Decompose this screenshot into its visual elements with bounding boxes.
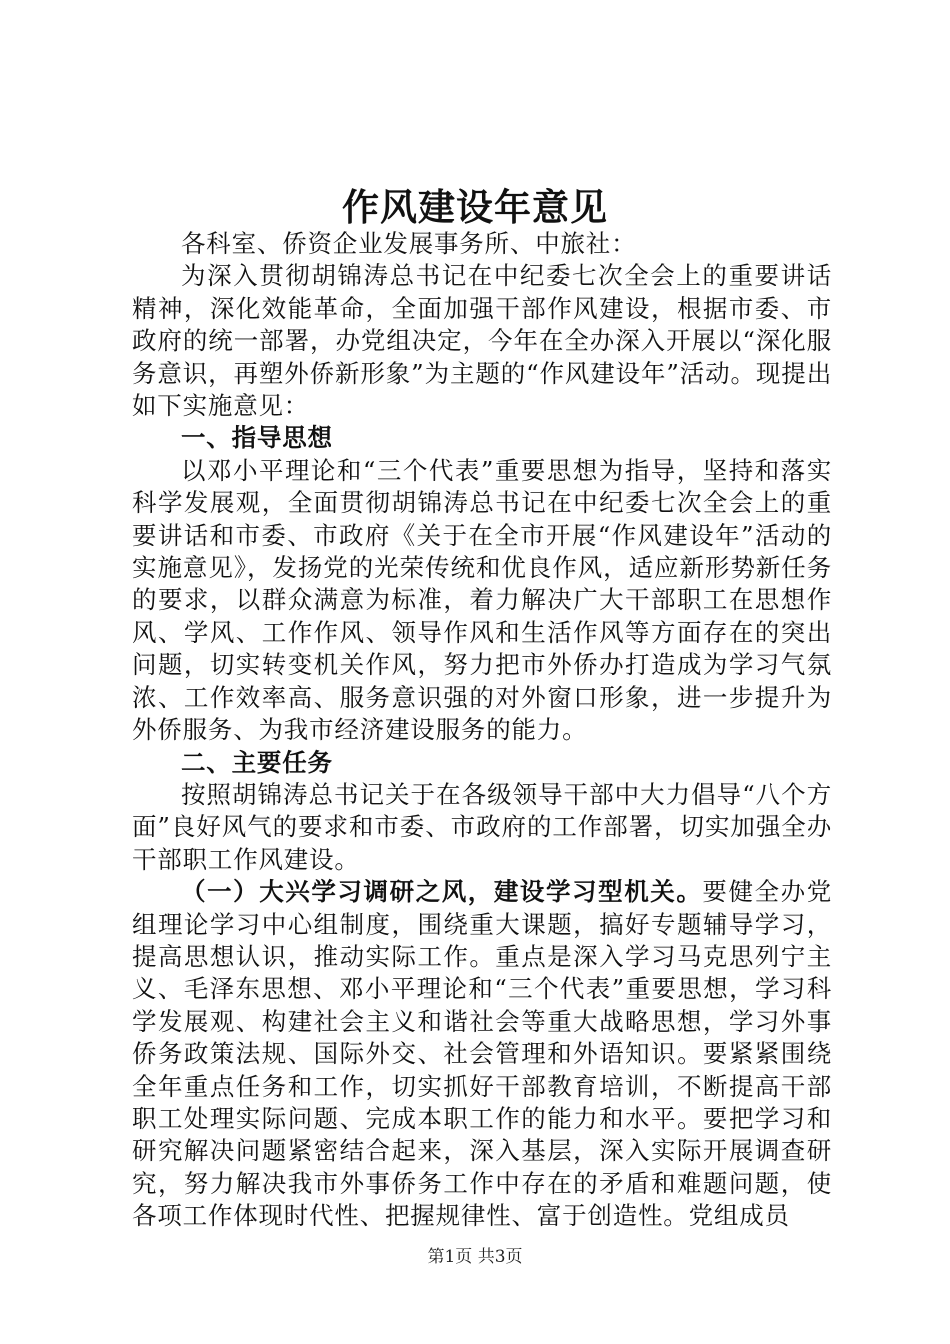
page-footer [0, 1246, 950, 1268]
document-title: 作风建设年意见 [342, 186, 608, 229]
section-paragraph-main-tasks: 按照胡锦涛总书记关于在各级领导干部中大力倡导“八个方面”良好风气的要求和市委、市政府的工作部署，切实加强全办干部职工作风建设。 [132, 779, 832, 874]
task-item-1-text: 要健全办党组理论学习中心组制度，围绕重大课题，搞好专题辅导学习，提高思想认识，推动实际工作。重点是深入学习马克思列宁主义、毛泽东思想、邓小平理论和“三个代表”重要思想，学习科学发展观、构建社会主义和谐社会等重大战略思想，学习外事侨务政策法规、国际外交、社会管理和外语知识。要紧紧围绕全年重点任务和工作，切实抓好干部教育培训，不断提高干部职工处理实际问题、完成本职工作的能力和水平。要把学习和研究解决问题紧密结合起来，深入基层，深入实际开展调查研究，努力解决我市外事侨务工作中存在的矛盾和难题问题，使各项工作体现时代性、把握规律性、富于创造性。党组成员 [132, 877, 833, 1231]
page-number: 第1页 共3页 [427, 1247, 523, 1267]
intro-paragraph: 为深入贯彻胡锦涛总书记在中纪委七次全会上的重要讲话精神，深化效能革命，全面加强干部作风建设，根据市委、市政府的统一部署，办党组决定，今年在全办深入开展以“深化服务意识，再塑外侨新形象”为主题的“作风建设年”活动。现提出如下实施意见： [132, 261, 832, 421]
section-paragraph-guiding-thought: 以邓小平理论和“三个代表”重要思想为指导，坚持和落实科学发展观，全面贯彻胡锦涛总书记在中纪委七次全会上的重要讲话和市委、市政府《关于在全市开展“作风建设年”活动的实施意见》，发扬党的光荣传统和优良作风，适应新形势新任务的要求，以群众满意为标准，着力解决广大干部职工在思想作风、学风、工作作风、领导作风和生活作风等方面存在的突出问题，切实转变机关作风，努力把市外侨办打造成为学习气氛浓、工作效率高、服务意识强的对外窗口形象，进一步提升为外侨服务、为我市经济建设服务的能力。 [132, 455, 832, 745]
section-heading-guiding-thought: 一、指导思想 [181, 423, 333, 453]
document-body [132, 228, 832, 1233]
salutation: 各科室、侨资企业发展事务所、中旅社： [181, 229, 637, 258]
task-item-1 [132, 876, 832, 1232]
section-heading-main-tasks: 二、主要任务 [181, 747, 333, 777]
task-item-1-lead: （一）大兴学习调研之风，建设学习型机关。 [181, 877, 703, 907]
